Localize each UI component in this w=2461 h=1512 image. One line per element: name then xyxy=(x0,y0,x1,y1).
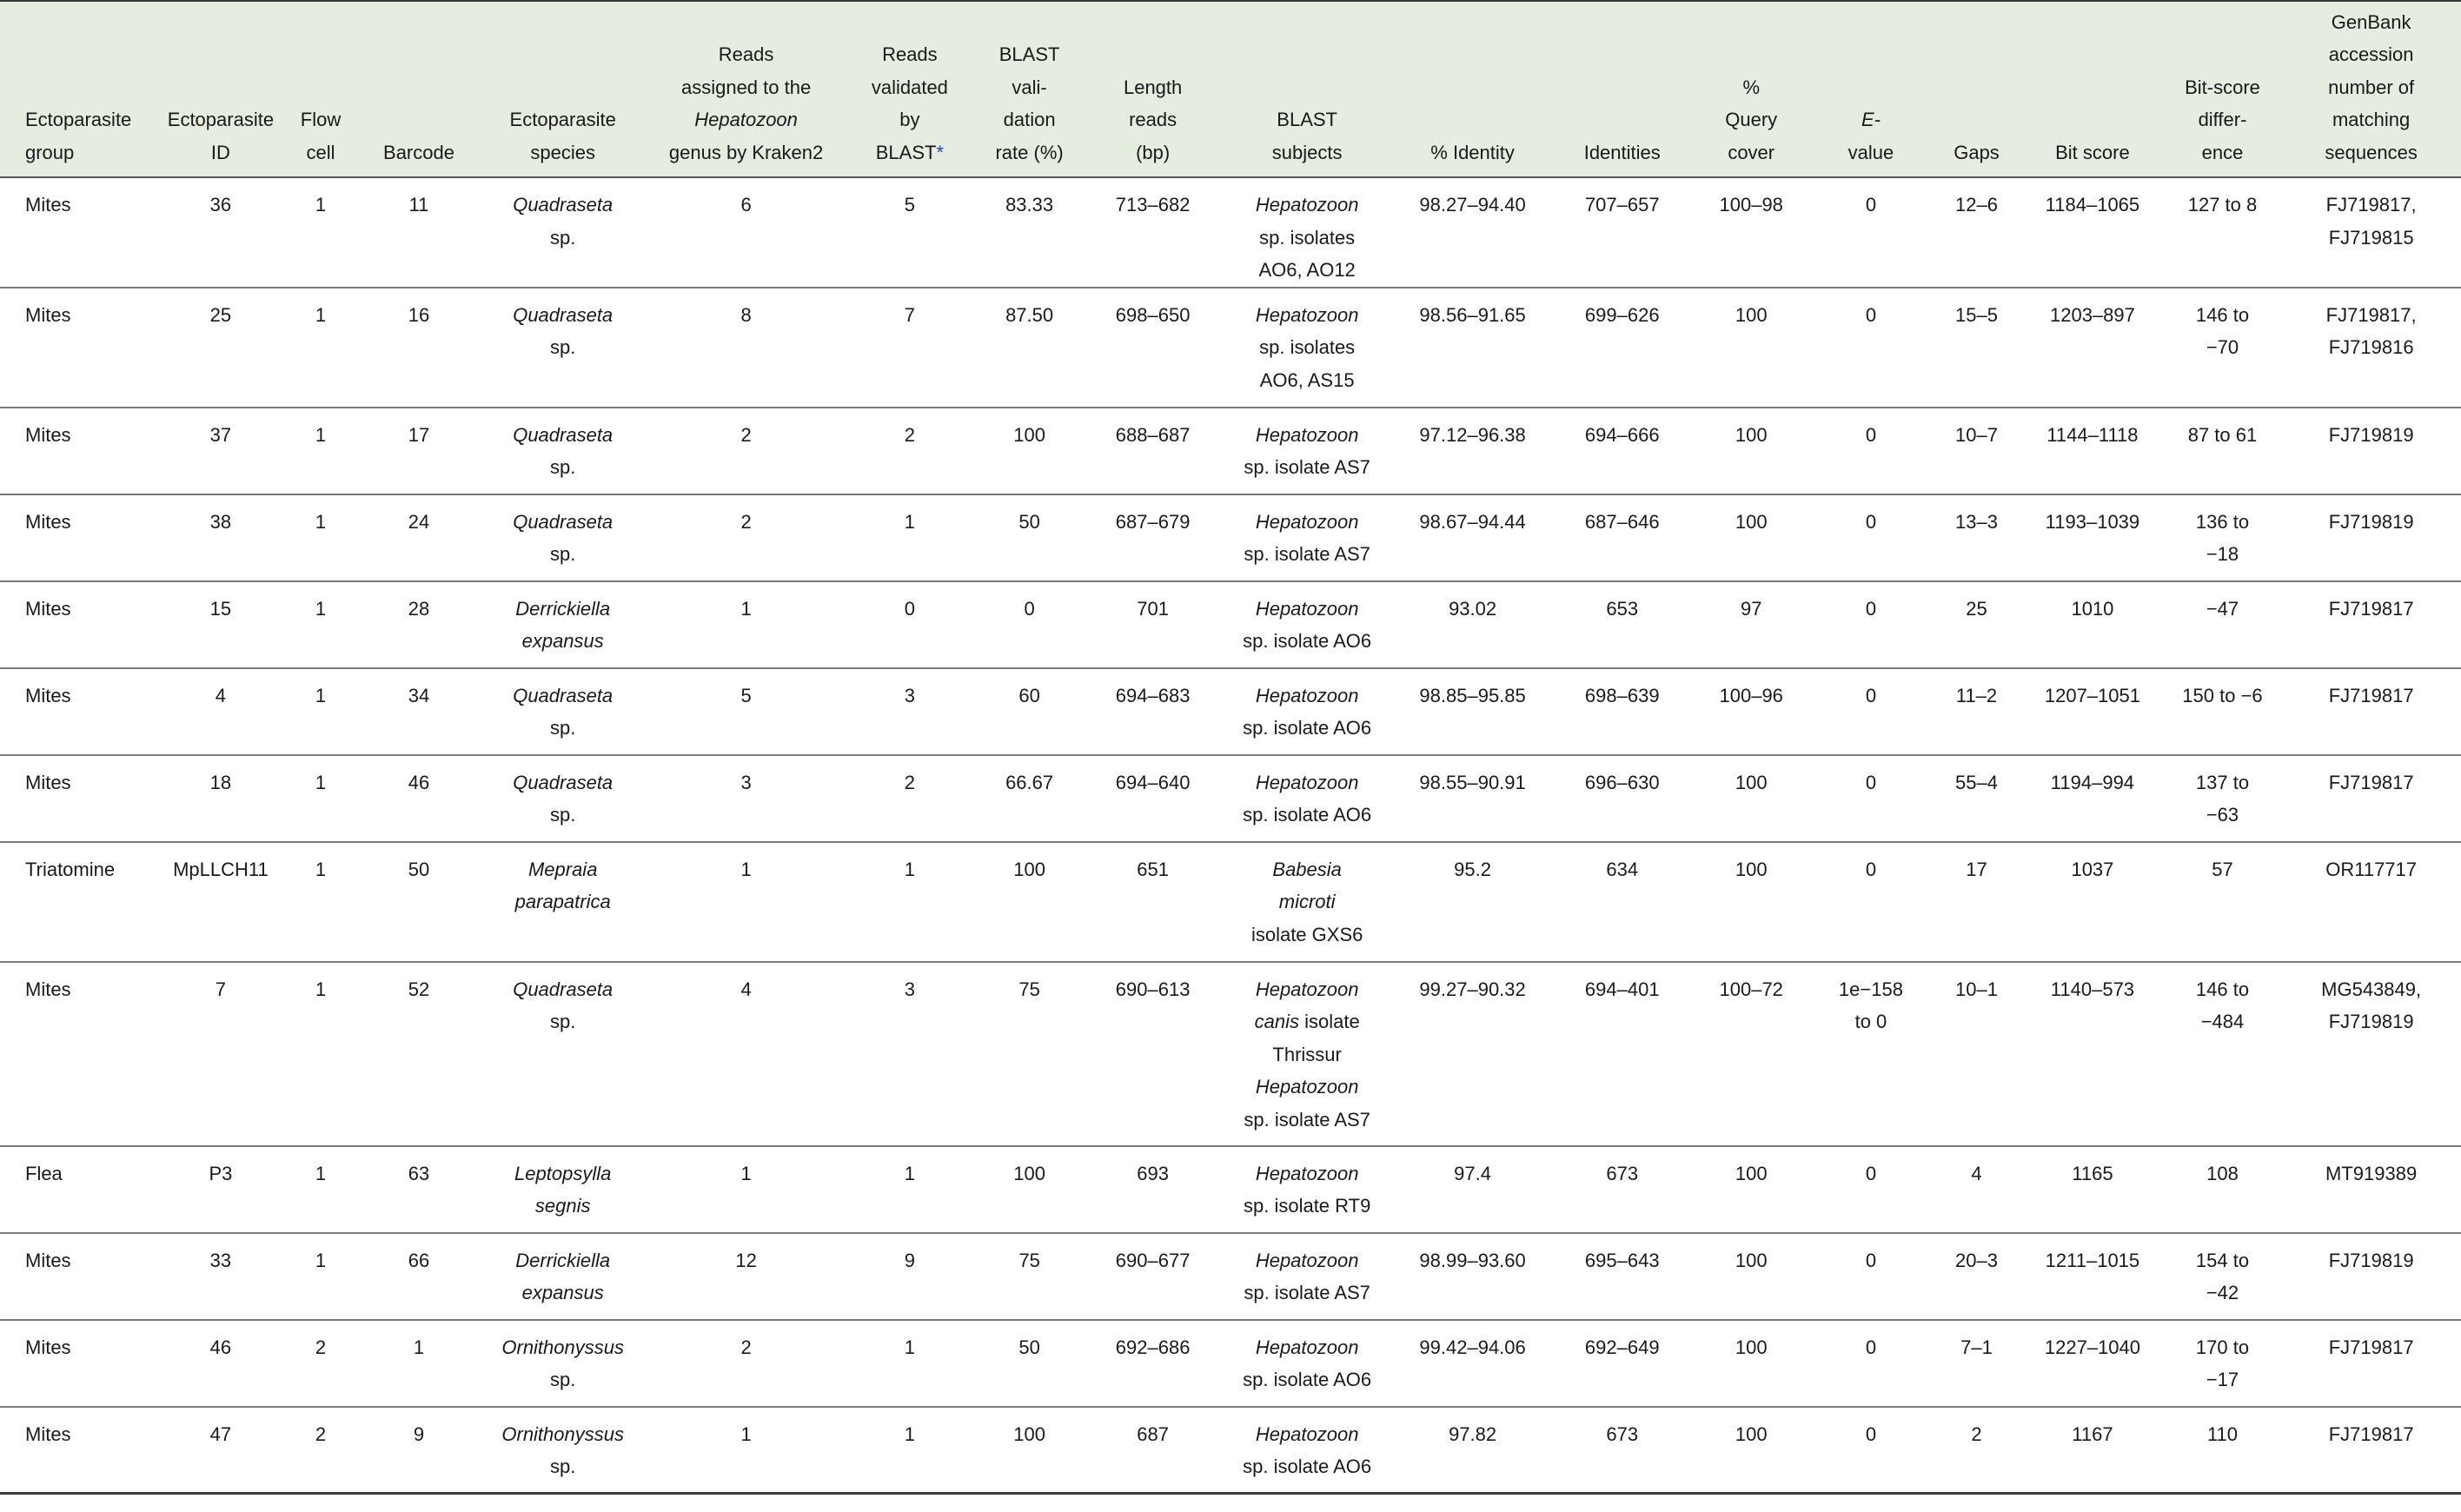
cell-blast-subjects: Hepatozoon sp. isolate AS7 xyxy=(1221,408,1393,494)
cell-ectoparasite-group: Mites xyxy=(0,1320,159,1407)
cell-identity-percent: 98.55–90.91 xyxy=(1393,755,1552,842)
cell-genbank-accession: FJ719819 xyxy=(2281,1233,2461,1320)
cell-identities: 694–401 xyxy=(1552,962,1692,1146)
header-identity-percent: % Identity xyxy=(1393,1,1552,177)
cell-validation-rate: 50 xyxy=(974,494,1085,581)
cell-ectoparasite-id: 46 xyxy=(159,1320,282,1407)
cell-reads-assigned: 1 xyxy=(647,1407,846,1494)
cell-bit-score: 1207–1051 xyxy=(2021,668,2164,755)
cell-identity-percent: 98.99–93.60 xyxy=(1393,1233,1552,1320)
cell-gaps: 4 xyxy=(1932,1146,2021,1233)
cell-flow-cell: 1 xyxy=(282,1233,359,1320)
cell-bit-score-difference: 87 to 61 xyxy=(2164,408,2282,494)
table-row xyxy=(0,288,2461,408)
cell-length-reads: 693 xyxy=(1085,1146,1221,1233)
header-barcode: Barcode xyxy=(359,1,479,177)
cell-validation-rate: 100 xyxy=(974,1146,1085,1233)
cell-genbank-accession: FJ719819 xyxy=(2281,494,2461,581)
cell-bit-score: 1184–1065 xyxy=(2021,177,2164,288)
cell-blast-subjects: Hepatozoon sp. isolate AO6 xyxy=(1221,581,1393,668)
cell-identities: 687–646 xyxy=(1552,494,1692,581)
table-row xyxy=(0,1233,2461,1320)
cell-flow-cell: 1 xyxy=(282,1146,359,1233)
cell-identity-percent: 98.67–94.44 xyxy=(1393,494,1552,581)
cell-validation-rate: 60 xyxy=(974,668,1085,755)
cell-length-reads: 698–650 xyxy=(1085,288,1221,408)
cell-bit-score-difference: 170 to −17 xyxy=(2164,1320,2282,1407)
cell-reads-assigned: 4 xyxy=(647,962,846,1146)
cell-blast-subjects: Hepatozoon canis isolate Thrissur Hepatozoon sp. isolate AS7 xyxy=(1221,962,1393,1146)
cell-ectoparasite-species: Ornithonyssus sp. xyxy=(479,1320,647,1407)
cell-barcode: 1 xyxy=(359,1320,479,1407)
cell-reads-assigned: 1 xyxy=(647,842,846,962)
cell-genbank-accession: FJ719817, FJ719815 xyxy=(2281,177,2461,288)
cell-query-cover: 100–98 xyxy=(1692,177,1810,288)
cell-ectoparasite-species: Quadraseta sp. xyxy=(479,177,647,288)
cell-ectoparasite-group: Mites xyxy=(0,581,159,668)
table-body xyxy=(0,177,2461,1494)
cell-query-cover: 97 xyxy=(1692,581,1810,668)
cell-barcode: 11 xyxy=(359,177,479,288)
cell-bit-score: 1211–1015 xyxy=(2021,1233,2164,1320)
cell-query-cover: 100–72 xyxy=(1692,962,1810,1146)
cell-identity-percent: 98.56–91.65 xyxy=(1393,288,1552,408)
footnote-asterisk[interactable]: * xyxy=(936,141,945,163)
cell-validation-rate: 100 xyxy=(974,842,1085,962)
header-flow-cell: Flow cell xyxy=(282,1,359,177)
cell-barcode: 34 xyxy=(359,668,479,755)
cell-bit-score: 1010 xyxy=(2021,581,2164,668)
cell-validation-rate: 50 xyxy=(974,1320,1085,1407)
cell-identities: 694–666 xyxy=(1552,408,1692,494)
cell-length-reads: 687–679 xyxy=(1085,494,1221,581)
cell-ectoparasite-group: Flea xyxy=(0,1146,159,1233)
cell-query-cover: 100 xyxy=(1692,288,1810,408)
cell-validation-rate: 75 xyxy=(974,962,1085,1146)
cell-e-value: 0 xyxy=(1810,755,1932,842)
cell-ectoparasite-species: Quadraseta sp. xyxy=(479,755,647,842)
cell-ectoparasite-id: 36 xyxy=(159,177,282,288)
header-reads-assigned: Reads assigned to the Hepatozoon genus by Kraken2 xyxy=(647,1,846,177)
cell-blast-subjects: Hepatozoon sp. isolates AO6, AO12 xyxy=(1221,177,1393,288)
cell-validation-rate: 83.33 xyxy=(974,177,1085,288)
cell-validation-rate: 75 xyxy=(974,1233,1085,1320)
table-row xyxy=(0,1407,2461,1494)
cell-reads-validated: 1 xyxy=(846,842,974,962)
cell-ectoparasite-group: Mites xyxy=(0,755,159,842)
cell-ectoparasite-group: Mites xyxy=(0,408,159,494)
cell-reads-validated: 3 xyxy=(846,668,974,755)
cell-reads-validated: 1 xyxy=(846,494,974,581)
cell-identity-percent: 99.27–90.32 xyxy=(1393,962,1552,1146)
cell-blast-subjects: Hepatozoon sp. isolate AO6 xyxy=(1221,1320,1393,1407)
cell-gaps: 12–6 xyxy=(1932,177,2021,288)
table-row xyxy=(0,1146,2461,1233)
cell-bit-score-difference: −47 xyxy=(2164,581,2282,668)
cell-gaps: 15–5 xyxy=(1932,288,2021,408)
cell-ectoparasite-id: 7 xyxy=(159,962,282,1146)
cell-identity-percent: 99.42–94.06 xyxy=(1393,1320,1552,1407)
cell-flow-cell: 2 xyxy=(282,1407,359,1494)
cell-e-value: 0 xyxy=(1810,668,1932,755)
cell-bit-score: 1165 xyxy=(2021,1146,2164,1233)
cell-gaps: 7–1 xyxy=(1932,1320,2021,1407)
table-row xyxy=(0,755,2461,842)
header-genbank-accession: GenBank accession number of matching sequences xyxy=(2281,1,2461,177)
header-ectoparasite-species: Ectoparasite species xyxy=(479,1,647,177)
cell-length-reads: 694–640 xyxy=(1085,755,1221,842)
cell-query-cover: 100 xyxy=(1692,408,1810,494)
cell-flow-cell: 1 xyxy=(282,288,359,408)
cell-ectoparasite-id: 33 xyxy=(159,1233,282,1320)
cell-blast-subjects: Hepatozoon sp. isolates AO6, AS15 xyxy=(1221,288,1393,408)
table-row xyxy=(0,177,2461,288)
cell-bit-score-difference: 137 to −63 xyxy=(2164,755,2282,842)
cell-ectoparasite-species: Quadraseta sp. xyxy=(479,408,647,494)
cell-ectoparasite-species: Leptopsylla segnis xyxy=(479,1146,647,1233)
table-row xyxy=(0,408,2461,494)
cell-flow-cell: 1 xyxy=(282,408,359,494)
cell-identities: 698–639 xyxy=(1552,668,1692,755)
cell-ectoparasite-group: Mites xyxy=(0,962,159,1146)
cell-e-value: 0 xyxy=(1810,581,1932,668)
table-row xyxy=(0,581,2461,668)
header-e-value: E- value xyxy=(1810,1,1932,177)
cell-reads-assigned: 2 xyxy=(647,1320,846,1407)
cell-query-cover: 100 xyxy=(1692,1320,1810,1407)
cell-bit-score-difference: 154 to −42 xyxy=(2164,1233,2282,1320)
cell-genbank-accession: OR117717 xyxy=(2281,842,2461,962)
cell-identities: 692–649 xyxy=(1552,1320,1692,1407)
cell-reads-validated: 7 xyxy=(846,288,974,408)
cell-blast-subjects: Hepatozoon sp. isolate AS7 xyxy=(1221,1233,1393,1320)
header-ectoparasite-group: Ectoparasite group xyxy=(0,1,159,177)
cell-blast-subjects: Hepatozoon sp. isolate AO6 xyxy=(1221,668,1393,755)
cell-identities: 673 xyxy=(1552,1407,1692,1494)
cell-barcode: 9 xyxy=(359,1407,479,1494)
cell-ectoparasite-id: 38 xyxy=(159,494,282,581)
cell-gaps: 20–3 xyxy=(1932,1233,2021,1320)
cell-e-value: 1e−158 to 0 xyxy=(1810,962,1932,1146)
cell-ectoparasite-species: Quadraseta sp. xyxy=(479,962,647,1146)
cell-query-cover: 100 xyxy=(1692,755,1810,842)
cell-reads-assigned: 5 xyxy=(647,668,846,755)
table-row xyxy=(0,668,2461,755)
cell-identities: 696–630 xyxy=(1552,755,1692,842)
cell-ectoparasite-id: MpLLCH11 xyxy=(159,842,282,962)
cell-gaps: 13–3 xyxy=(1932,494,2021,581)
cell-query-cover: 100–96 xyxy=(1692,668,1810,755)
cell-gaps: 25 xyxy=(1932,581,2021,668)
cell-reads-assigned: 2 xyxy=(647,408,846,494)
cell-ectoparasite-group: Mites xyxy=(0,494,159,581)
cell-genbank-accession: FJ719817 xyxy=(2281,1320,2461,1407)
cell-reads-assigned: 3 xyxy=(647,755,846,842)
cell-ectoparasite-species: Quadraseta sp. xyxy=(479,494,647,581)
cell-gaps: 10–7 xyxy=(1932,408,2021,494)
header-reads-validated: Reads validated by BLAST* xyxy=(846,1,974,177)
header-row xyxy=(0,1,2461,177)
cell-bit-score-difference: 146 to −70 xyxy=(2164,288,2282,408)
cell-identity-percent: 98.27–94.40 xyxy=(1393,177,1552,288)
cell-flow-cell: 1 xyxy=(282,755,359,842)
cell-ectoparasite-species: Mepraia parapatrica xyxy=(479,842,647,962)
cell-validation-rate: 0 xyxy=(974,581,1085,668)
cell-bit-score-difference: 146 to −484 xyxy=(2164,962,2282,1146)
cell-blast-subjects: Hepatozoon sp. isolate AO6 xyxy=(1221,755,1393,842)
cell-bit-score-difference: 110 xyxy=(2164,1407,2282,1494)
cell-validation-rate: 87.50 xyxy=(974,288,1085,408)
cell-barcode: 50 xyxy=(359,842,479,962)
cell-barcode: 24 xyxy=(359,494,479,581)
cell-flow-cell: 1 xyxy=(282,494,359,581)
header-length-reads: Length reads (bp) xyxy=(1085,1,1221,177)
cell-genbank-accession: FJ719817 xyxy=(2281,1407,2461,1494)
cell-length-reads: 692–686 xyxy=(1085,1320,1221,1407)
cell-reads-validated: 3 xyxy=(846,962,974,1146)
cell-barcode: 28 xyxy=(359,581,479,668)
cell-ectoparasite-species: Derrickiella expansus xyxy=(479,1233,647,1320)
cell-e-value: 0 xyxy=(1810,1233,1932,1320)
table-row xyxy=(0,494,2461,581)
cell-length-reads: 713–682 xyxy=(1085,177,1221,288)
cell-barcode: 16 xyxy=(359,288,479,408)
cell-ectoparasite-species: Quadraseta sp. xyxy=(479,668,647,755)
cell-ectoparasite-id: 15 xyxy=(159,581,282,668)
cell-bit-score-difference: 150 to −6 xyxy=(2164,668,2282,755)
cell-reads-validated: 1 xyxy=(846,1320,974,1407)
cell-bit-score-difference: 136 to −18 xyxy=(2164,494,2282,581)
cell-ectoparasite-group: Mites xyxy=(0,1233,159,1320)
cell-genbank-accession: FJ719817 xyxy=(2281,581,2461,668)
table-row xyxy=(0,1320,2461,1407)
cell-ectoparasite-group: Mites xyxy=(0,288,159,408)
cell-reads-validated: 0 xyxy=(846,581,974,668)
cell-barcode: 52 xyxy=(359,962,479,1146)
cell-ectoparasite-species: Ornithonyssus sp. xyxy=(479,1407,647,1494)
cell-gaps: 11–2 xyxy=(1932,668,2021,755)
cell-e-value: 0 xyxy=(1810,177,1932,288)
cell-blast-subjects: Hepatozoon sp. isolate RT9 xyxy=(1221,1146,1393,1233)
cell-genbank-accession: FJ719817 xyxy=(2281,668,2461,755)
cell-validation-rate: 100 xyxy=(974,408,1085,494)
cell-ectoparasite-group: Mites xyxy=(0,177,159,288)
cell-length-reads: 690–677 xyxy=(1085,1233,1221,1320)
cell-bit-score-difference: 127 to 8 xyxy=(2164,177,2282,288)
cell-query-cover: 100 xyxy=(1692,842,1810,962)
cell-genbank-accession: MG543849, FJ719819 xyxy=(2281,962,2461,1146)
cell-bit-score: 1203–897 xyxy=(2021,288,2164,408)
cell-length-reads: 701 xyxy=(1085,581,1221,668)
cell-blast-subjects: Hepatozoon sp. isolate AO6 xyxy=(1221,1407,1393,1494)
cell-genbank-accession: FJ719817 xyxy=(2281,755,2461,842)
cell-length-reads: 688–687 xyxy=(1085,408,1221,494)
header-bit-score: Bit score xyxy=(2021,1,2164,177)
cell-bit-score: 1037 xyxy=(2021,842,2164,962)
cell-reads-assigned: 12 xyxy=(647,1233,846,1320)
cell-ectoparasite-id: 25 xyxy=(159,288,282,408)
cell-barcode: 17 xyxy=(359,408,479,494)
cell-reads-assigned: 8 xyxy=(647,288,846,408)
cell-gaps: 2 xyxy=(1932,1407,2021,1494)
cell-identity-percent: 98.85–95.85 xyxy=(1393,668,1552,755)
header-validation-rate: BLAST vali- dation rate (%) xyxy=(974,1,1085,177)
cell-e-value: 0 xyxy=(1810,288,1932,408)
cell-bit-score: 1140–573 xyxy=(2021,962,2164,1146)
table-header xyxy=(0,1,2461,177)
cell-identities: 699–626 xyxy=(1552,288,1692,408)
cell-query-cover: 100 xyxy=(1692,1233,1810,1320)
cell-barcode: 63 xyxy=(359,1146,479,1233)
cell-reads-validated: 1 xyxy=(846,1146,974,1233)
cell-reads-validated: 1 xyxy=(846,1407,974,1494)
header-blast-subjects: BLAST subjects xyxy=(1221,1,1393,177)
cell-reads-assigned: 6 xyxy=(647,177,846,288)
cell-e-value: 0 xyxy=(1810,494,1932,581)
cell-bit-score: 1194–994 xyxy=(2021,755,2164,842)
cell-barcode: 66 xyxy=(359,1233,479,1320)
header-gaps: Gaps xyxy=(1932,1,2021,177)
cell-e-value: 0 xyxy=(1810,1146,1932,1233)
cell-barcode: 46 xyxy=(359,755,479,842)
cell-bit-score: 1193–1039 xyxy=(2021,494,2164,581)
cell-gaps: 55–4 xyxy=(1932,755,2021,842)
cell-length-reads: 694–683 xyxy=(1085,668,1221,755)
cell-flow-cell: 2 xyxy=(282,1320,359,1407)
cell-ectoparasite-group: Triatomine xyxy=(0,842,159,962)
header-bit-score-difference: Bit-score differ- ence xyxy=(2164,1,2282,177)
cell-ectoparasite-id: 37 xyxy=(159,408,282,494)
cell-length-reads: 651 xyxy=(1085,842,1221,962)
cell-length-reads: 690–613 xyxy=(1085,962,1221,1146)
cell-identity-percent: 93.02 xyxy=(1393,581,1552,668)
cell-bit-score-difference: 108 xyxy=(2164,1146,2282,1233)
cell-ectoparasite-id: P3 xyxy=(159,1146,282,1233)
cell-flow-cell: 1 xyxy=(282,177,359,288)
table-row xyxy=(0,962,2461,1146)
cell-ectoparasite-id: 47 xyxy=(159,1407,282,1494)
header-identities: Identities xyxy=(1552,1,1692,177)
cell-reads-assigned: 1 xyxy=(647,1146,846,1233)
cell-ectoparasite-species: Quadraseta sp. xyxy=(479,288,647,408)
cell-query-cover: 100 xyxy=(1692,494,1810,581)
cell-bit-score: 1227–1040 xyxy=(2021,1320,2164,1407)
cell-identities: 634 xyxy=(1552,842,1692,962)
header-ectoparasite-id: Ectoparasite ID xyxy=(159,1,282,177)
cell-query-cover: 100 xyxy=(1692,1146,1810,1233)
cell-reads-assigned: 1 xyxy=(647,581,846,668)
header-query-cover: % Query cover xyxy=(1692,1,1810,177)
cell-ectoparasite-species: Derrickiella expansus xyxy=(479,581,647,668)
cell-e-value: 0 xyxy=(1810,1320,1932,1407)
cell-genbank-accession: FJ719817, FJ719816 xyxy=(2281,288,2461,408)
cell-identity-percent: 97.4 xyxy=(1393,1146,1552,1233)
cell-query-cover: 100 xyxy=(1692,1407,1810,1494)
cell-flow-cell: 1 xyxy=(282,962,359,1146)
cell-genbank-accession: MT919389 xyxy=(2281,1146,2461,1233)
cell-flow-cell: 1 xyxy=(282,581,359,668)
cell-reads-validated: 9 xyxy=(846,1233,974,1320)
cell-identity-percent: 97.12–96.38 xyxy=(1393,408,1552,494)
cell-identities: 673 xyxy=(1552,1146,1692,1233)
cell-gaps: 10–1 xyxy=(1932,962,2021,1146)
cell-ectoparasite-group: Mites xyxy=(0,668,159,755)
cell-ectoparasite-group: Mites xyxy=(0,1407,159,1494)
cell-ectoparasite-id: 18 xyxy=(159,755,282,842)
cell-identity-percent: 97.82 xyxy=(1393,1407,1552,1494)
cell-bit-score: 1144–1118 xyxy=(2021,408,2164,494)
cell-ectoparasite-id: 4 xyxy=(159,668,282,755)
cell-validation-rate: 66.67 xyxy=(974,755,1085,842)
cell-bit-score-difference: 57 xyxy=(2164,842,2282,962)
cell-blast-subjects: Babesia microti isolate GXS6 xyxy=(1221,842,1393,962)
cell-reads-assigned: 2 xyxy=(647,494,846,581)
cell-reads-validated: 2 xyxy=(846,755,974,842)
cell-reads-validated: 5 xyxy=(846,177,974,288)
cell-identity-percent: 95.2 xyxy=(1393,842,1552,962)
cell-e-value: 0 xyxy=(1810,408,1932,494)
cell-identities: 707–657 xyxy=(1552,177,1692,288)
table-row xyxy=(0,842,2461,962)
cell-reads-validated: 2 xyxy=(846,408,974,494)
cell-genbank-accession: FJ719819 xyxy=(2281,408,2461,494)
cell-identities: 653 xyxy=(1552,581,1692,668)
cell-length-reads: 687 xyxy=(1085,1407,1221,1494)
cell-blast-subjects: Hepatozoon sp. isolate AS7 xyxy=(1221,494,1393,581)
cell-e-value: 0 xyxy=(1810,1407,1932,1494)
cell-flow-cell: 1 xyxy=(282,668,359,755)
cell-gaps: 17 xyxy=(1932,842,2021,962)
cell-bit-score: 1167 xyxy=(2021,1407,2164,1494)
cell-identities: 695–643 xyxy=(1552,1233,1692,1320)
cell-e-value: 0 xyxy=(1810,842,1932,962)
cell-validation-rate: 100 xyxy=(974,1407,1085,1494)
cell-flow-cell: 1 xyxy=(282,842,359,962)
